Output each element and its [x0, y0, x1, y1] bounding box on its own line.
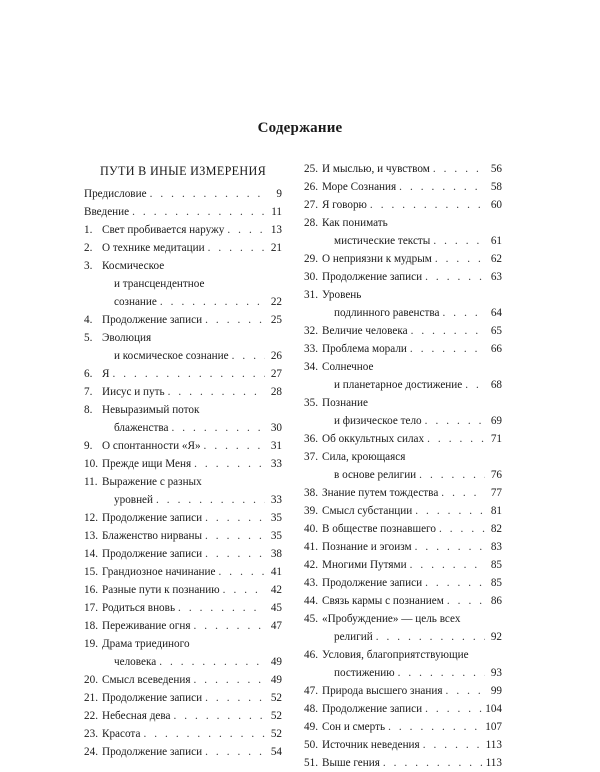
toc-entry-number: 44. [304, 595, 318, 607]
dot-leader [223, 581, 265, 599]
toc-entry-page: 76 [490, 469, 502, 481]
toc-entry-title: и физическое тело [334, 415, 422, 427]
toc-entry-number: 5. [84, 332, 93, 344]
toc-entry-page: 11 [271, 206, 282, 218]
toc-entry-page: 66 [490, 343, 502, 355]
dot-leader [433, 160, 485, 178]
toc-entry-title: Иисус и путь [102, 386, 165, 398]
toc-entry [84, 581, 282, 599]
dot-leader [442, 304, 485, 322]
toc-entry-number: 25. [304, 163, 318, 175]
toc-entry [84, 743, 282, 761]
toc-entry-page: 52 [270, 710, 282, 722]
toc-entry-title: уровней [114, 494, 154, 506]
toc-entry-page: 107 [485, 721, 502, 733]
dot-leader [388, 718, 482, 736]
toc-left-column [84, 160, 282, 761]
toc-entry-title: Разные пути к познанию [102, 584, 220, 596]
toc-entry [84, 401, 282, 437]
toc-entry [304, 538, 502, 556]
toc-entry [84, 365, 282, 383]
toc-entry-number: 2. [84, 242, 93, 254]
toc-entry [304, 322, 502, 340]
toc-entry-page: 99 [490, 685, 502, 697]
toc-entry-number: 20. [84, 674, 98, 686]
toc-entry [304, 484, 502, 502]
toc-entry [84, 671, 282, 689]
toc-entry-number: 12. [84, 512, 98, 524]
toc-entry-number: 3. [84, 260, 93, 272]
toc-entry [84, 185, 282, 203]
dot-leader [376, 628, 485, 646]
dot-leader [178, 599, 265, 617]
toc-entry-page: 35 [270, 530, 282, 542]
toc-entry [84, 257, 282, 311]
toc-entry-title: Об оккультных силах [322, 433, 425, 445]
toc-entry-page: 82 [490, 523, 502, 535]
toc-entry [84, 725, 282, 743]
dot-leader [447, 592, 485, 610]
toc-entry-page: 49 [270, 656, 282, 668]
section-heading: ПУТИ В ИНЫЕ ИЗМЕРЕНИЯ [99, 164, 267, 178]
toc-entry-title: Проблема морали [322, 343, 407, 355]
toc-entry-title: Продолжение записи [102, 512, 203, 524]
toc-entry-number: 29. [304, 253, 318, 265]
dot-leader [171, 419, 265, 437]
toc-entry-number: 36. [304, 433, 318, 445]
dot-leader [194, 671, 265, 689]
toc-entry-title: человека [114, 656, 157, 668]
toc-entry-page: 30 [270, 422, 282, 434]
toc-entry-title: религий [334, 631, 373, 643]
toc-entry-number: 28. [304, 217, 318, 229]
toc-entry [304, 754, 502, 772]
toc-entry-page: 71 [490, 433, 502, 445]
toc-entry-title: Познание [322, 397, 368, 409]
toc-entry [304, 250, 502, 268]
toc-entry-page: 9 [276, 188, 282, 200]
toc-entry-number: 16. [84, 584, 98, 596]
toc-entry [304, 574, 502, 592]
dot-leader [112, 365, 265, 383]
toc-entry-number: 8. [84, 404, 93, 416]
toc-entry-title: Свет пробивается наружу [102, 224, 225, 236]
dot-leader [156, 491, 265, 509]
toc-entry-number: 39. [304, 505, 318, 517]
toc-entry [304, 394, 502, 430]
dot-leader [168, 383, 265, 401]
toc-entry-number: 48. [304, 703, 318, 715]
toc-entry [304, 268, 502, 286]
toc-entry-page: 33 [270, 458, 282, 470]
toc-entry-title: Условия, благоприятствующие [322, 649, 469, 661]
toc-entry-title: Продолжение записи [322, 577, 423, 589]
dot-leader [425, 574, 485, 592]
toc-entry-title: Природа высшего знания [322, 685, 443, 697]
toc-entry-page: 58 [490, 181, 502, 193]
toc-entry-number: 32. [304, 325, 318, 337]
toc-entry-title: Знание путем тождества [322, 487, 439, 499]
dot-leader [208, 239, 265, 257]
toc-entry [304, 520, 502, 538]
dot-leader [399, 178, 485, 196]
toc-entry-page: 77 [490, 487, 502, 499]
toc-entry-page: 92 [490, 631, 502, 643]
toc-entry [304, 592, 502, 610]
toc-entry-number: 47. [304, 685, 318, 697]
toc-entry-page: 52 [270, 692, 282, 704]
toc-entry-title: Продолжение записи [102, 746, 203, 758]
toc-entry-title: и планетарное достижение [334, 379, 463, 391]
toc-entry-title: Продолжение записи [322, 271, 423, 283]
toc-entry-title: Я говорю [322, 199, 367, 211]
toc-entry-page: 27 [270, 368, 282, 380]
toc-entry-title: мистические тексты [334, 235, 431, 247]
toc-entry-page: 63 [490, 271, 502, 283]
toc-entry-title: Сон и смерть [322, 721, 386, 733]
toc-entry-number: 7. [84, 386, 93, 398]
toc-entry [304, 214, 502, 250]
dot-leader [173, 707, 265, 725]
toc-entry-number: 41. [304, 541, 318, 553]
toc-entry-title: Введение [84, 206, 130, 218]
dot-leader [425, 268, 485, 286]
toc-entry-page: 62 [490, 253, 502, 265]
toc-entry-title: Источник неведения [322, 739, 420, 751]
toc-entry-title: в основе религии [334, 469, 417, 481]
toc-entry-page: 49 [270, 674, 282, 686]
toc-entry-title: и трансцендентное [114, 278, 205, 290]
dot-leader [398, 664, 485, 682]
toc-entry-number: 18. [84, 620, 98, 632]
toc-entry-page: 93 [490, 667, 502, 679]
toc-entry [84, 221, 282, 239]
dot-leader [415, 502, 485, 520]
toc-entry-title: Выражение с разных [102, 476, 202, 488]
toc-entry-page: 61 [490, 235, 502, 247]
toc-entry-page: 86 [490, 595, 502, 607]
toc-entry-title: О неприязни к мудрым [322, 253, 432, 265]
toc-entry-title: Продолжение записи [322, 703, 423, 715]
toc-entry-number: 24. [84, 746, 98, 758]
toc-entry-page: 22 [270, 296, 282, 308]
toc-entry-title: и космическое сознание [114, 350, 229, 362]
toc-entry-title: Предисловие [84, 188, 147, 200]
toc-entry-number: 26. [304, 181, 318, 193]
toc-entry-title: Драма триединого [102, 638, 190, 650]
toc-entry-number: 33. [304, 343, 318, 355]
dot-leader [205, 689, 265, 707]
toc-entry-number: 42. [304, 559, 318, 571]
toc-entry-title: Величие человека [322, 325, 408, 337]
dot-leader [425, 700, 482, 718]
toc-entry-title: Связь кармы с познанием [322, 595, 444, 607]
dot-leader [205, 527, 265, 545]
toc-entry [84, 455, 282, 473]
toc-entry-title: Небесная дева [102, 710, 171, 722]
toc-entry [304, 610, 502, 646]
toc-entry [304, 502, 502, 520]
dot-leader [427, 430, 485, 448]
toc-entry [84, 563, 282, 581]
toc-entry [84, 689, 282, 707]
dot-leader [425, 412, 485, 430]
toc-entry-page: 64 [490, 307, 502, 319]
toc-entry-title: В обществе познавшего [322, 523, 436, 535]
dot-leader [410, 556, 485, 574]
toc-entry [84, 311, 282, 329]
toc-entry [304, 736, 502, 754]
dot-leader [423, 736, 483, 754]
toc-entry-number: 4. [84, 314, 93, 326]
dot-leader [205, 545, 265, 563]
toc-entry-number: 22. [84, 710, 98, 722]
toc-entry-title: блаженства [114, 422, 169, 434]
toc-entry-title: Как понимать [322, 217, 388, 229]
dot-leader [160, 293, 265, 311]
toc-entry-number: 46. [304, 649, 318, 661]
dot-leader [441, 484, 485, 502]
toc-entry-number: 6. [84, 368, 93, 380]
toc-entry-page: 25 [270, 314, 282, 326]
dot-leader [132, 203, 265, 221]
toc-entry [304, 196, 502, 214]
dot-leader [143, 725, 265, 743]
toc-entry-number: 43. [304, 577, 318, 589]
toc-entry-number: 38. [304, 487, 318, 499]
dot-leader [205, 509, 265, 527]
toc-entry [84, 545, 282, 563]
toc-entry-page: 13 [270, 224, 282, 236]
toc-entry-page: 113 [485, 757, 502, 769]
dot-leader [419, 466, 485, 484]
toc-entry-page: 113 [485, 739, 502, 751]
toc-entry-number: 37. [304, 451, 318, 463]
toc-entry-number: 9. [84, 440, 93, 452]
toc-entry [84, 509, 282, 527]
dot-leader [370, 196, 485, 214]
toc-entry-number: 50. [304, 739, 318, 751]
toc-entry-title: Грандиозное начинание [102, 566, 216, 578]
dot-leader [446, 682, 485, 700]
toc-entry-page: 31 [270, 440, 282, 452]
toc-entry-number: 1. [84, 224, 93, 236]
toc-entry-number: 21. [84, 692, 98, 704]
dot-leader [465, 376, 485, 394]
toc-entry-title: Прежде ищи Меня [102, 458, 192, 470]
toc-entry-title: Продолжение записи [102, 314, 203, 326]
toc-entry-number: 51. [304, 757, 318, 769]
dot-leader [204, 437, 265, 455]
toc-entry [84, 599, 282, 617]
dot-leader [227, 221, 265, 239]
toc-entry-page: 56 [490, 163, 502, 175]
toc-entry-title: Сила, кроющаяся [322, 451, 406, 463]
toc-entry-title: Блаженство нирваны [102, 530, 202, 542]
toc-entry-page: 68 [490, 379, 502, 391]
toc-entry [304, 358, 502, 394]
toc-entry-number: 19. [84, 638, 98, 650]
toc-entry-page: 54 [270, 746, 282, 758]
dot-leader [411, 322, 485, 340]
toc-entry-page: 45 [270, 602, 282, 614]
toc-entry [84, 527, 282, 545]
toc-entry [304, 340, 502, 358]
toc-entry-title: Переживание огня [102, 620, 191, 632]
toc-entry-title: Эволюция [102, 332, 152, 344]
toc-entry-title: О технике медитации [102, 242, 205, 254]
toc-entry-page: 26 [270, 350, 282, 362]
toc-entry-number: 10. [84, 458, 98, 470]
toc-entry [304, 178, 502, 196]
toc-entry [304, 286, 502, 322]
toc-entry [304, 700, 502, 718]
toc-entry-number: 31. [304, 289, 318, 301]
toc-entry-title: Продолжение записи [102, 692, 203, 704]
toc-entry [84, 473, 282, 509]
toc-entry-page: 42 [270, 584, 282, 596]
toc-entry-number: 34. [304, 361, 318, 373]
toc-entry-number: 13. [84, 530, 98, 542]
toc-entry-title: Многими Путями [322, 559, 407, 571]
toc-entry [304, 682, 502, 700]
toc-entry-number: 14. [84, 548, 98, 560]
toc-entry-title: «Пробуждение» — цель всех [322, 613, 461, 625]
dot-leader [193, 617, 265, 635]
toc-entry-title: Смысл всеведения [102, 674, 191, 686]
toc-entry-number: 30. [304, 271, 318, 283]
toc-entry-title: Познание и эгоизм [322, 541, 412, 553]
toc-entry [304, 646, 502, 682]
toc-entry-page: 81 [490, 505, 502, 517]
toc-entry [84, 383, 282, 401]
toc-entry-page: 69 [490, 415, 502, 427]
dot-leader [410, 340, 485, 358]
toc-entry-page: 47 [270, 620, 282, 632]
dot-leader [159, 653, 265, 671]
toc-entry [84, 617, 282, 635]
toc-entry-title: И мыслью, и чувством [322, 163, 430, 175]
toc-entry-title: Я [102, 368, 110, 380]
dot-leader [415, 538, 485, 556]
toc-entry-title: Солнечное [322, 361, 374, 373]
toc-entry-number: 40. [304, 523, 318, 535]
toc-entry-number: 11. [84, 476, 98, 488]
toc-entry-page: 21 [270, 242, 282, 254]
dot-leader [219, 563, 266, 581]
toc-entry-page: 104 [485, 703, 502, 715]
toc-entry-number: 23. [84, 728, 98, 740]
toc-entry [304, 718, 502, 736]
toc-entry-page: 35 [270, 512, 282, 524]
dot-leader [433, 232, 485, 250]
toc-entry-number: 45. [304, 613, 318, 625]
dot-leader [205, 743, 265, 761]
toc-entry-page: 85 [490, 559, 502, 571]
toc-entry-page: 41 [270, 566, 282, 578]
toc-entry-title: Красота [102, 728, 141, 740]
dot-leader [194, 455, 265, 473]
toc-entry-page: 33 [270, 494, 282, 506]
toc-entry-title: Выше гения [322, 757, 380, 769]
toc-entry-title: О спонтанности «Я» [102, 440, 201, 452]
page-title: Содержание [257, 120, 343, 136]
toc-entry-title: Море Сознания [322, 181, 397, 193]
toc-entry-number: 17. [84, 602, 98, 614]
toc-entry [84, 203, 282, 221]
toc-entry-page: 28 [270, 386, 282, 398]
toc-entry-page: 65 [490, 325, 502, 337]
toc-entry [84, 239, 282, 257]
toc-entry [304, 430, 502, 448]
toc-entry-page: 85 [490, 577, 502, 589]
toc-entry [84, 635, 282, 671]
toc-entry-page: 60 [490, 199, 502, 211]
toc-entry [304, 160, 502, 178]
toc-entry-title: Смысл субстанции [322, 505, 413, 517]
toc-entry-title: подлинного равенства [334, 307, 440, 319]
toc-entry-page: 52 [270, 728, 282, 740]
toc-entry-number: 49. [304, 721, 318, 733]
dot-leader [232, 347, 265, 365]
toc-entry-title: Невыразимый поток [102, 404, 200, 416]
dot-leader [205, 311, 265, 329]
toc-entry [304, 556, 502, 574]
toc-entry-title: Уровень [322, 289, 362, 301]
toc-entry [84, 329, 282, 365]
toc-right-column [304, 160, 502, 772]
toc-entry-title: Космическое [102, 260, 165, 272]
toc-entry-page: 38 [270, 548, 282, 560]
toc-entry-title: Продолжение записи [102, 548, 203, 560]
toc-entry-number: 27. [304, 199, 318, 211]
toc-entry [84, 437, 282, 455]
toc-entry-title: постижению [334, 667, 395, 679]
dot-leader [383, 754, 483, 772]
toc-entry-title: сознание [114, 296, 157, 308]
toc-entry-page: 83 [490, 541, 502, 553]
toc-entry-number: 35. [304, 397, 318, 409]
dot-leader [439, 520, 485, 538]
toc-entry-number: 15. [84, 566, 98, 578]
toc-entry-title: Родиться вновь [102, 602, 176, 614]
toc-entry [304, 448, 502, 484]
dot-leader [150, 185, 265, 203]
toc-entry [84, 707, 282, 725]
dot-leader [435, 250, 485, 268]
